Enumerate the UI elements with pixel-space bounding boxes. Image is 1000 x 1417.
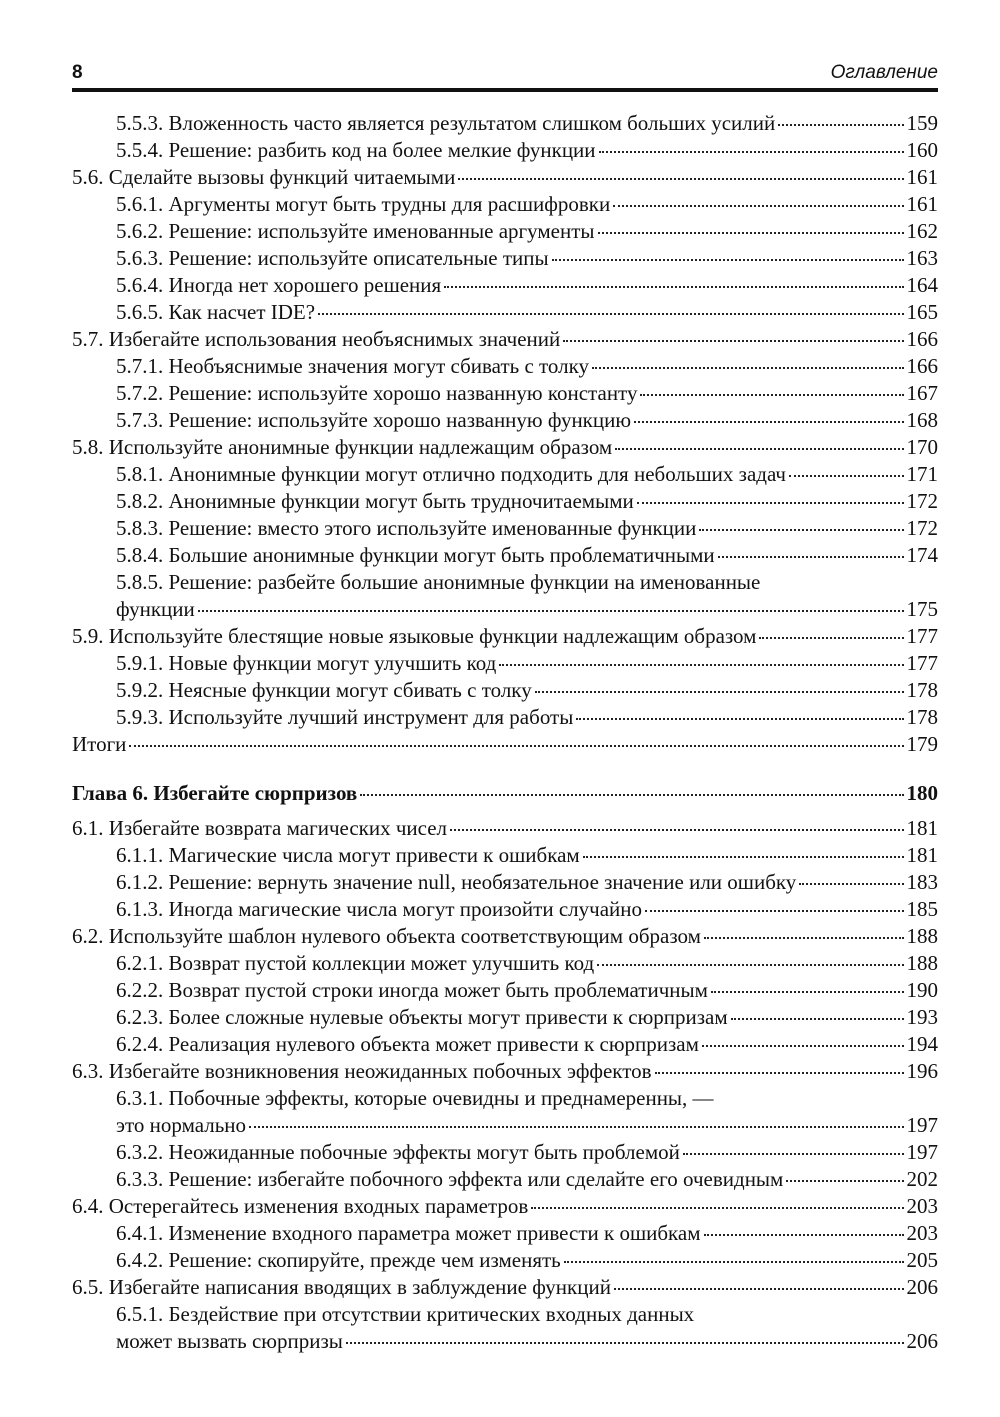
dot-leader <box>249 1126 903 1128</box>
toc-entry-page: 172 <box>906 516 938 540</box>
toc-entry <box>72 299 938 326</box>
toc-entry-title: 5.6.4. Иногда нет хорошего решения <box>116 273 442 297</box>
toc-entry-title: 6.2.4. Реализация нулевого объекта может привести к сюрпризам <box>116 1032 699 1056</box>
toc-entry-title: 5.6.3. Решение: используйте описательные типы <box>116 246 549 270</box>
toc-entry-title: 6.4.2. Решение: скопируйте, прежде чем изменять <box>116 1248 561 1272</box>
dot-leader <box>637 502 904 504</box>
toc-entry-title-line: 5.8.5. Решение: разбейте большие анонимные функции на именованные <box>116 570 761 594</box>
toc-entry <box>72 623 938 650</box>
toc-entry <box>72 380 938 407</box>
toc-entry <box>72 542 938 569</box>
dot-leader <box>531 1207 903 1209</box>
toc-entry-page: 159 <box>906 111 938 135</box>
toc-entry-page: 180 <box>906 781 938 805</box>
toc-entry <box>72 407 938 434</box>
toc-entry-page: 161 <box>906 192 938 216</box>
dot-leader <box>129 745 903 747</box>
dot-leader <box>360 794 903 796</box>
dot-leader <box>576 718 903 720</box>
toc-entry <box>72 218 938 245</box>
dot-leader <box>535 691 904 693</box>
page-header <box>72 58 938 92</box>
toc-entry-title-line: 6.3.1. Побочные эффекты, которые очевидны и преднамеренны, — <box>116 1086 714 1110</box>
toc-entry <box>72 245 938 272</box>
toc-entry-page: 183 <box>906 870 938 894</box>
dot-leader <box>645 910 904 912</box>
toc-entry-title: 6.5. Избегайте написания вводящих в заблуждение функций <box>72 1275 611 1299</box>
toc-entry-page: 166 <box>906 354 938 378</box>
toc-entry-title: 6.4. Остерегайтесь изменения входных параметров <box>72 1194 529 1218</box>
toc-entry <box>72 326 938 353</box>
toc-entry-page: 161 <box>906 165 938 189</box>
toc-entry-title: 6.1. Избегайте возврата магических чисел <box>72 816 448 840</box>
toc-entry <box>72 1031 938 1058</box>
toc-entry-title: Итоги <box>72 732 127 756</box>
toc-entry <box>72 842 938 869</box>
toc-entry-page: 205 <box>906 1248 938 1272</box>
toc-entry-title: 6.2.2. Возврат пустой строки иногда может быть проблематичным <box>116 978 708 1002</box>
toc-entry-title: 5.8.1. Анонимные функции могут отлично подходить для небольших задач <box>116 462 786 486</box>
dot-leader <box>634 421 903 423</box>
dot-leader <box>778 124 903 126</box>
toc-entry <box>72 164 938 191</box>
dot-leader <box>786 1180 903 1182</box>
toc-entry-page: 177 <box>906 651 938 675</box>
toc-entry-page: 178 <box>906 678 938 702</box>
dot-leader <box>704 937 904 939</box>
dot-leader <box>346 1342 904 1344</box>
toc-entry-title: 5.9. Используйте блестящие новые языковые функции надлежащим образом <box>72 624 757 648</box>
dot-leader <box>458 178 903 180</box>
toc-entry-page: 188 <box>906 924 938 948</box>
toc-entry <box>72 488 938 515</box>
toc-entry <box>72 977 938 1004</box>
dot-leader <box>731 1018 904 1020</box>
toc-entry-page: 175 <box>906 597 938 621</box>
toc-entry-page: 162 <box>906 219 938 243</box>
toc-entry-page: 174 <box>906 543 938 567</box>
dot-leader <box>499 664 903 666</box>
toc-entry-title: 5.7.2. Решение: используйте хорошо названную константу <box>116 381 638 405</box>
toc-entry <box>72 1328 938 1355</box>
toc-entry-title: 6.3.2. Неожиданные побочные эффекты могут быть проблемой <box>116 1140 680 1164</box>
toc-entry-page: 181 <box>906 843 938 867</box>
toc-entry-page: 206 <box>906 1275 938 1299</box>
toc-entry-page: 185 <box>906 897 938 921</box>
dot-leader <box>683 1153 904 1155</box>
dot-leader <box>704 1234 904 1236</box>
toc-entry-page: 202 <box>906 1167 938 1191</box>
dot-leader <box>597 964 903 966</box>
toc-entry-title: 5.8. Используйте анонимные функции надлежащим образом <box>72 435 613 459</box>
dot-leader <box>615 448 903 450</box>
dot-leader <box>614 1288 904 1290</box>
toc-entry-title: 6.3.3. Решение: избегайте побочного эффекта или сделайте его очевидным <box>116 1167 784 1191</box>
toc-entry-page: 181 <box>906 816 938 840</box>
dot-leader <box>789 475 904 477</box>
toc-entry <box>72 950 938 977</box>
toc-entry-page: 160 <box>906 138 938 162</box>
toc-entry <box>72 869 938 896</box>
toc-entry <box>72 650 938 677</box>
toc-entry <box>72 110 938 137</box>
toc-entry <box>72 1247 938 1274</box>
dot-leader <box>599 151 904 153</box>
toc-entry-title: функции <box>116 597 195 621</box>
toc-entry-page: 166 <box>906 327 938 351</box>
dot-leader <box>640 394 903 396</box>
running-title: Оглавление <box>830 62 938 83</box>
dot-leader <box>564 1261 904 1263</box>
dot-leader <box>450 829 903 831</box>
dot-leader <box>583 856 904 858</box>
toc-entry <box>72 1004 938 1031</box>
toc-entry-title: 5.9.3. Используйте лучший инструмент для работы <box>116 705 574 729</box>
toc-entry <box>72 272 938 299</box>
toc-entry-title: Глава 6. Избегайте сюрпризов <box>72 781 358 805</box>
toc-entry-title: 5.8.4. Большие анонимные функции могут быть проблематичными <box>116 543 715 567</box>
toc-entry <box>72 704 938 731</box>
toc-entry-page: 190 <box>906 978 938 1002</box>
toc-entry <box>72 515 938 542</box>
toc-entry-title: 6.3. Избегайте возникновения неожиданных побочных эффектов <box>72 1059 652 1083</box>
toc-entry-title: 5.8.2. Анонимные функции могут быть трудночитаемыми <box>116 489 634 513</box>
toc-entry-title: может вызвать сюрпризы <box>116 1329 343 1353</box>
toc-entry <box>72 1193 938 1220</box>
toc-entry-title: 6.4.1. Изменение входного параметра может привести к ошибкам <box>116 1221 701 1245</box>
dot-leader <box>444 286 903 288</box>
dot-leader <box>759 637 903 639</box>
toc-entry-title: 5.5.4. Решение: разбить код на более мелкие функции <box>116 138 596 162</box>
toc-entry-title: это нормально <box>116 1113 247 1137</box>
toc-entry-title: 5.7. Избегайте использования необъяснимых значений <box>72 327 561 351</box>
toc-entry-page: 172 <box>906 489 938 513</box>
toc-entry <box>72 1112 938 1139</box>
dot-leader <box>655 1072 904 1074</box>
toc-entry-title: 5.6.2. Решение: используйте именованные аргументы <box>116 219 595 243</box>
toc-entry-title: 5.5.3. Вложенность часто является результатом слишком больших усилий <box>116 111 776 135</box>
toc-entry-title: 6.1.1. Магические числа могут привести к ошибкам <box>116 843 580 867</box>
toc-entry <box>72 677 938 704</box>
toc-chapter-entry <box>72 780 938 807</box>
toc-entry <box>72 191 938 218</box>
toc-entry-page: 196 <box>906 1059 938 1083</box>
dot-leader <box>598 232 904 234</box>
toc-entry <box>72 434 938 461</box>
toc-entry-title: 5.7.1. Необъяснимые значения могут сбивать с толку <box>116 354 590 378</box>
toc-entry-page: 197 <box>906 1113 938 1137</box>
toc-entry-page: 203 <box>906 1194 938 1218</box>
dot-leader <box>198 610 904 612</box>
toc-entry-title: 5.9.2. Неясные функции могут сбивать с толку <box>116 678 532 702</box>
toc-entry-title: 5.6. Сделайте вызовы функций читаемыми <box>72 165 456 189</box>
toc-entry-page: 197 <box>906 1140 938 1164</box>
toc-entry <box>72 923 938 950</box>
toc-entry-page: 171 <box>906 462 938 486</box>
dot-leader <box>799 883 903 885</box>
toc-entry <box>72 137 938 164</box>
dot-leader <box>711 991 904 993</box>
table-of-contents <box>72 110 938 1355</box>
toc-entry <box>72 353 938 380</box>
toc-entry-title: 6.2.3. Более сложные нулевые объекты могут привести к сюрпризам <box>116 1005 728 1029</box>
toc-entry-page: 179 <box>906 732 938 756</box>
toc-entry <box>72 596 938 623</box>
toc-entry <box>72 815 938 842</box>
toc-entry <box>72 1220 938 1247</box>
dot-leader <box>592 367 903 369</box>
page-number: 8 <box>72 62 83 83</box>
toc-entry-page: 193 <box>906 1005 938 1029</box>
toc-entry-page: 178 <box>906 705 938 729</box>
toc-entry <box>72 1274 938 1301</box>
toc-entry-title: 5.6.5. Как насчет IDE? <box>116 300 316 324</box>
dot-leader <box>718 556 904 558</box>
toc-entry-page: 188 <box>906 951 938 975</box>
dot-leader <box>613 205 903 207</box>
toc-entry-title: 6.1.3. Иногда магические числа могут произойти случайно <box>116 897 642 921</box>
toc-entry-page: 170 <box>906 435 938 459</box>
toc-entry-page: 165 <box>906 300 938 324</box>
toc-entry <box>72 731 938 758</box>
toc-entry-title: 6.2. Используйте шаблон нулевого объекта соответствующим образом <box>72 924 701 948</box>
dot-leader <box>552 259 904 261</box>
toc-entry <box>72 461 938 488</box>
toc-entry-page: 177 <box>906 624 938 648</box>
dot-leader <box>702 1045 904 1047</box>
toc-entry <box>72 896 938 923</box>
toc-entry-title: 6.1.2. Решение: вернуть значение null, необязательное значение или ошибку <box>116 870 797 894</box>
dot-leader <box>563 340 903 342</box>
toc-entry-title: 5.8.3. Решение: вместо этого используйте именованные функции <box>116 516 697 540</box>
toc-entry-page: 206 <box>906 1329 938 1353</box>
toc-entry <box>72 1139 938 1166</box>
toc-entry-title: 6.2.1. Возврат пустой коллекции может улучшить код <box>116 951 595 975</box>
toc-entry-title: 5.7.3. Решение: используйте хорошо названную функцию <box>116 408 632 432</box>
toc-entry-page: 203 <box>906 1221 938 1245</box>
toc-entry-page: 167 <box>906 381 938 405</box>
dot-leader <box>318 313 903 315</box>
toc-entry-title: 5.6.1. Аргументы могут быть трудны для расшифровки <box>116 192 611 216</box>
toc-entry-title: 5.9.1. Новые функции могут улучшить код <box>116 651 497 675</box>
toc-entry-page: 163 <box>906 246 938 270</box>
toc-entry <box>72 1058 938 1085</box>
toc-entry-title-line: 6.5.1. Бездействие при отсутствии критических входных данных <box>116 1302 695 1326</box>
toc-entry-page: 194 <box>906 1032 938 1056</box>
dot-leader <box>699 529 903 531</box>
toc-entry-page: 164 <box>906 273 938 297</box>
toc-entry-page: 168 <box>906 408 938 432</box>
toc-entry <box>72 1166 938 1193</box>
